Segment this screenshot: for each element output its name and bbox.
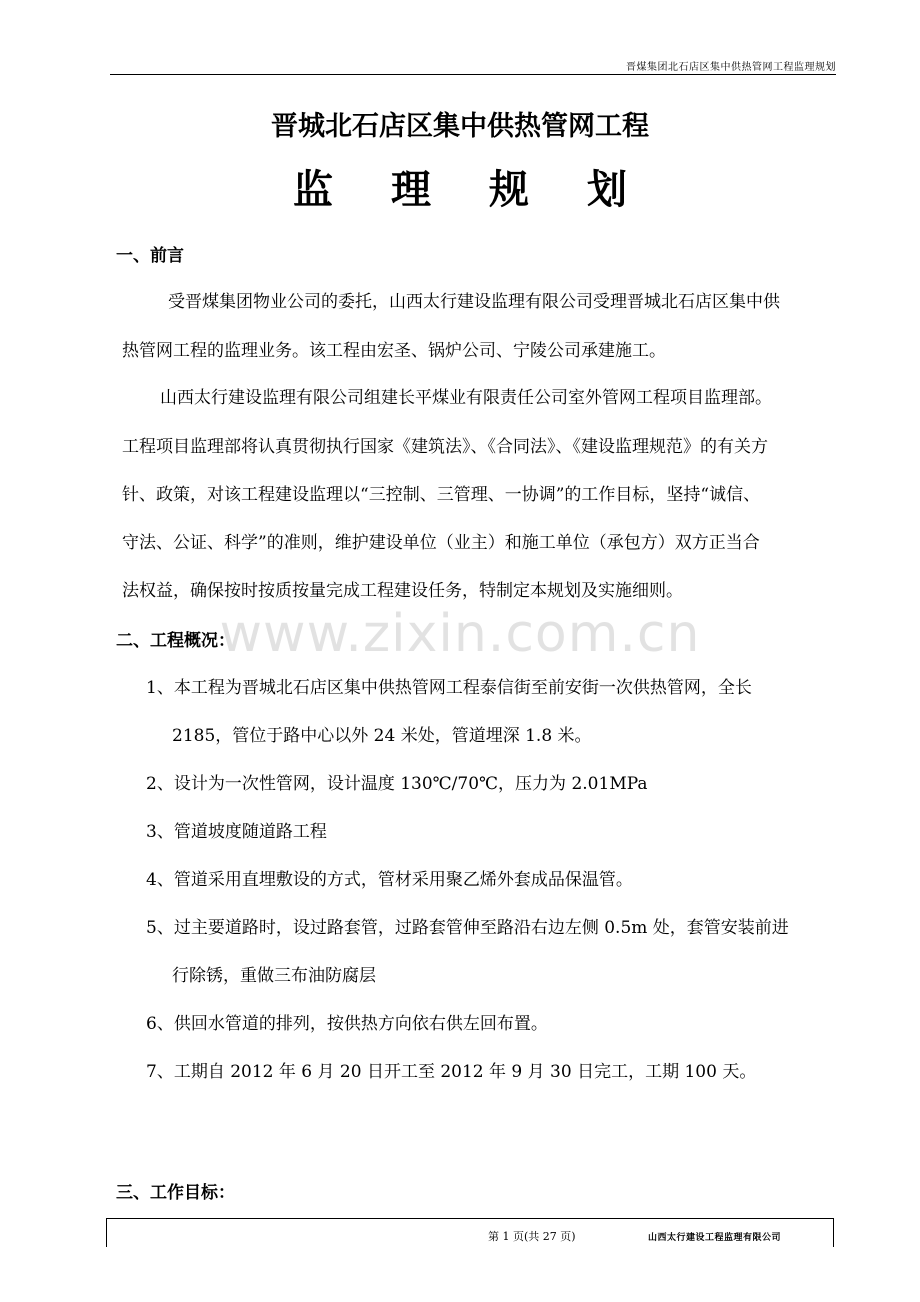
list-item: 3、管道坡度随道路工程 <box>146 822 327 842</box>
section-heading-preface: 一、前言 <box>116 246 184 266</box>
footer-company: 山西太行建设工程监理有限公司 <box>648 1233 782 1243</box>
paragraph-line: 受晋煤集团物业公司的委托，山西太行建设监理有限公司受理晋城北石店区集中供 <box>168 292 780 312</box>
list-item: 6、供回水管道的排列，按供热方向依右供左回布置。 <box>146 1014 548 1034</box>
paragraph-line: 热管网工程的监理业务。该工程由宏圣、锅炉公司、宁陵公司承建施工。 <box>122 341 666 361</box>
paragraph-line: 工程项目监理部将认真贯彻执行国家《建筑法》、《合同法》、《建设监理规范》的有关方 <box>122 437 768 457</box>
document-title: 晋城北石店区集中供热管网工程 <box>271 111 649 142</box>
section-heading-overview: 二、工程概况： <box>116 631 235 651</box>
paragraph-line: 山西太行建设监理有限公司组建长平煤业有限责任公司室外管网工程项目监理部。 <box>160 388 772 408</box>
watermark: www.zixin.com.cn <box>219 604 701 664</box>
paragraph-line: 法权益，确保按时按质按量完成工程建设任务，特制定本规划及实施细则。 <box>122 581 683 601</box>
list-item: 2、设计为一次性管网，设计温度 130℃/70℃，压力为 2.01MPa <box>146 774 648 794</box>
list-item-continuation: 行除锈，重做三布油防腐层 <box>172 966 376 986</box>
list-item: 1、本工程为晋城北石店区集中供热管网工程泰信街至前安街一次供热管网，全长 <box>146 678 752 698</box>
section-heading-goals: 三、工作目标： <box>116 1183 235 1203</box>
running-header: 晋煤集团北石店区集中供热管网工程监理规划 <box>626 62 836 73</box>
header-divider <box>110 74 836 75</box>
list-item-continuation: 2185，管位于路中心以外 24 米处，管道埋深 1.8 米。 <box>172 726 592 746</box>
document-subtitle: 监理规划 <box>293 166 685 213</box>
list-item: 7、工期自 2012 年 6 月 20 日开工至 2012 年 9 月 30 日完工，工期 100 天。 <box>146 1062 757 1082</box>
list-item: 5、过主要道路时，设过路套管，过路套管伸至路沿右边左侧 0.5m 处，套管安装前进 <box>146 918 789 938</box>
list-item: 4、管道采用直埋敷设的方式，管材采用聚乙烯外套成品保温管。 <box>146 870 633 890</box>
paragraph-line: 守法、公证、科学”的准则，维护建设单位（业主）和施工单位（承包方）双方正当合 <box>122 533 760 553</box>
paragraph-line: 针、政策，对该工程建设监理以“三控制、三管理、一协调”的工作目标，坚持“诚信、 <box>122 485 761 505</box>
page-number: 第 1 页(共 27 页) <box>488 1230 576 1243</box>
